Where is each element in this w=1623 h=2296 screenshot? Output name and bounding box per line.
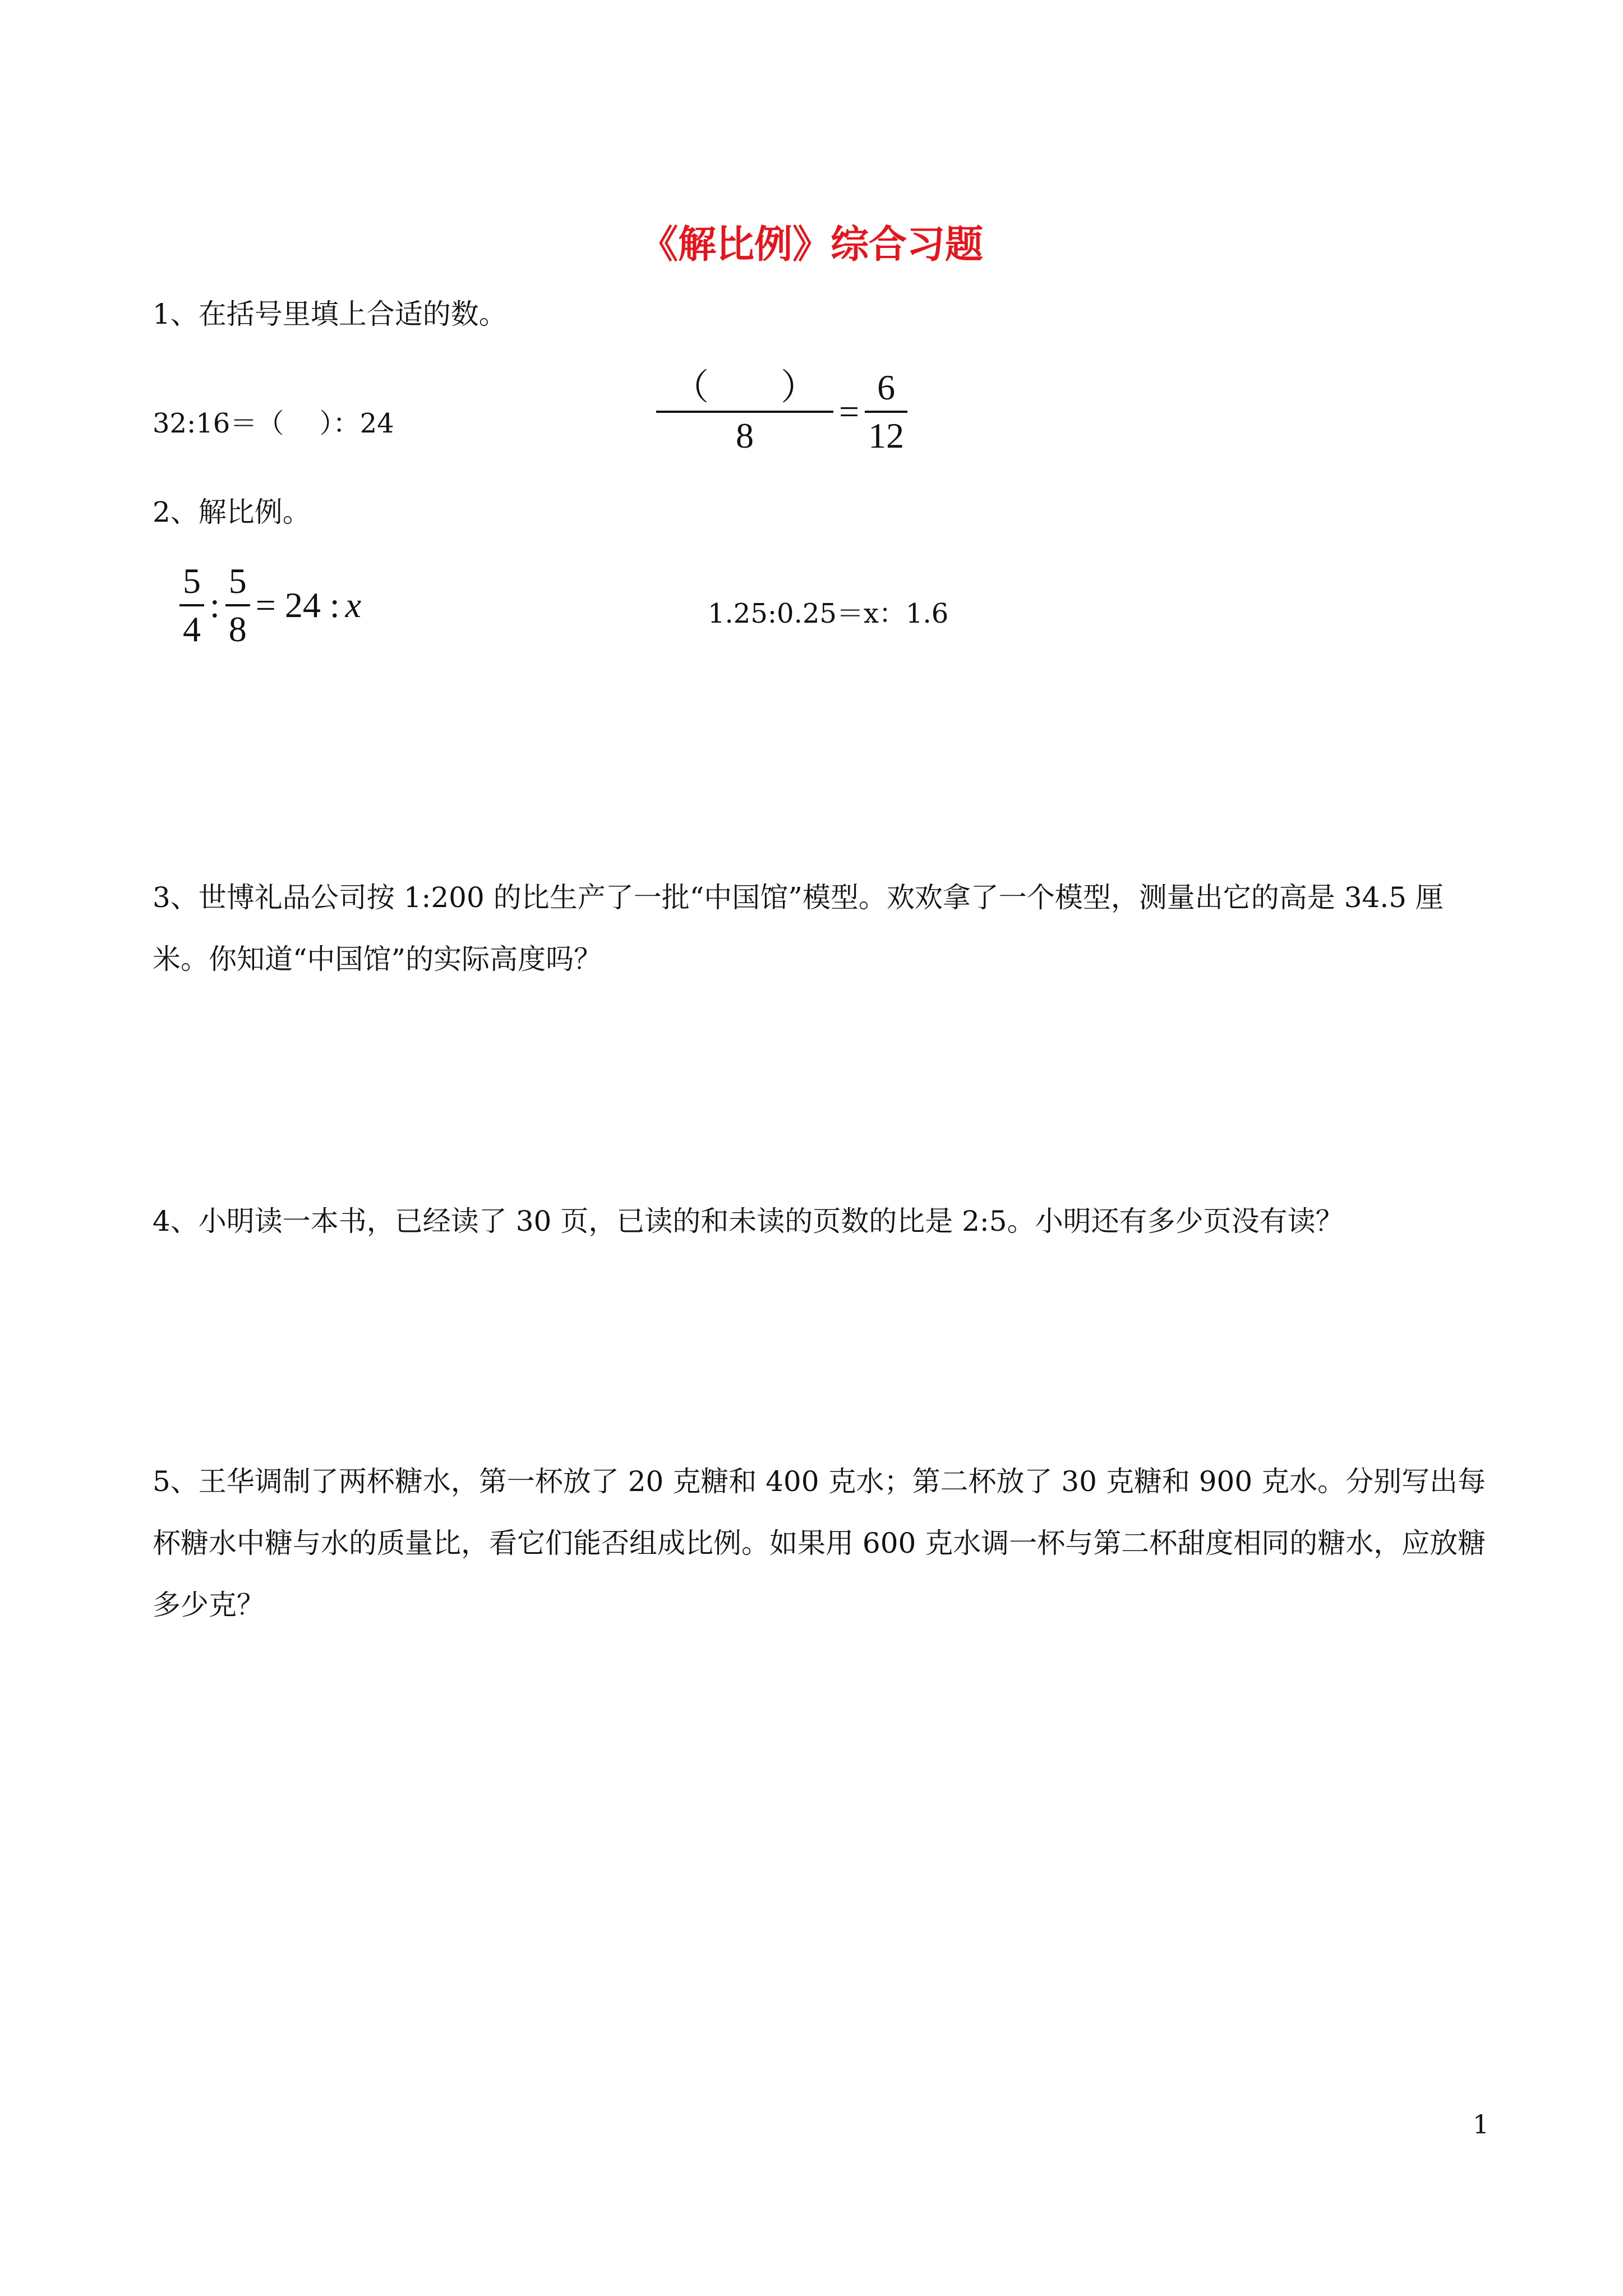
question-2-fraction-proportion: $\frac{5}{4}$ : $\frac{5}{8}$ = 24 : x	[179, 558, 361, 652]
equals-sign: =	[839, 392, 860, 431]
fraction-5-over-8: $\frac{5}{8}$	[225, 558, 250, 652]
variable-x: x	[345, 585, 362, 625]
page-title: 《解比例》综合习题	[639, 222, 983, 267]
question-1-prompt: 1、在括号里填上合适的数。	[153, 298, 507, 330]
question-2-prompt: 2、解比例。	[153, 496, 311, 528]
question-4-text: 4、小明读一本书，已经读了 30 页，已读的和未读的页数的比是 2:5。小明还有多少页没有读？	[153, 1205, 1344, 1237]
question-5-text: 5、王华调制了两杯糖水，第一杯放了 20 克糖和 400 克水；第二杯放了 30 克糖和 900 克水。分别写出每杯糖水中糖与水的质量比，看它们能否组成比例。如果用 600 克水调一杯与第二杯甜度相同的糖水，应放糖多少克？	[153, 1465, 1486, 1621]
fraction-6-over-12: $\frac{6}{12}$	[865, 365, 907, 459]
question-1-fraction-equation	[656, 365, 907, 459]
page-number: 1	[1473, 2109, 1490, 2139]
question-1-ratio-expression: 32:16＝（ ）：24	[153, 408, 394, 439]
fraction-blank-over-8: $\frac{( )}{8}$	[656, 365, 833, 459]
question-2-decimal-proportion: 1.25:0.25＝x：1.6	[708, 598, 949, 629]
fraction-5-over-4: $\frac{5}{4}$	[179, 558, 204, 652]
question-3-text: 3、世博礼品公司按 1:200 的比生产了一批“中国馆”模型。欢欢拿了一个模型，测量出它的高是 34.5 厘米。你知道“中国馆”的实际高度吗？	[153, 881, 1444, 976]
